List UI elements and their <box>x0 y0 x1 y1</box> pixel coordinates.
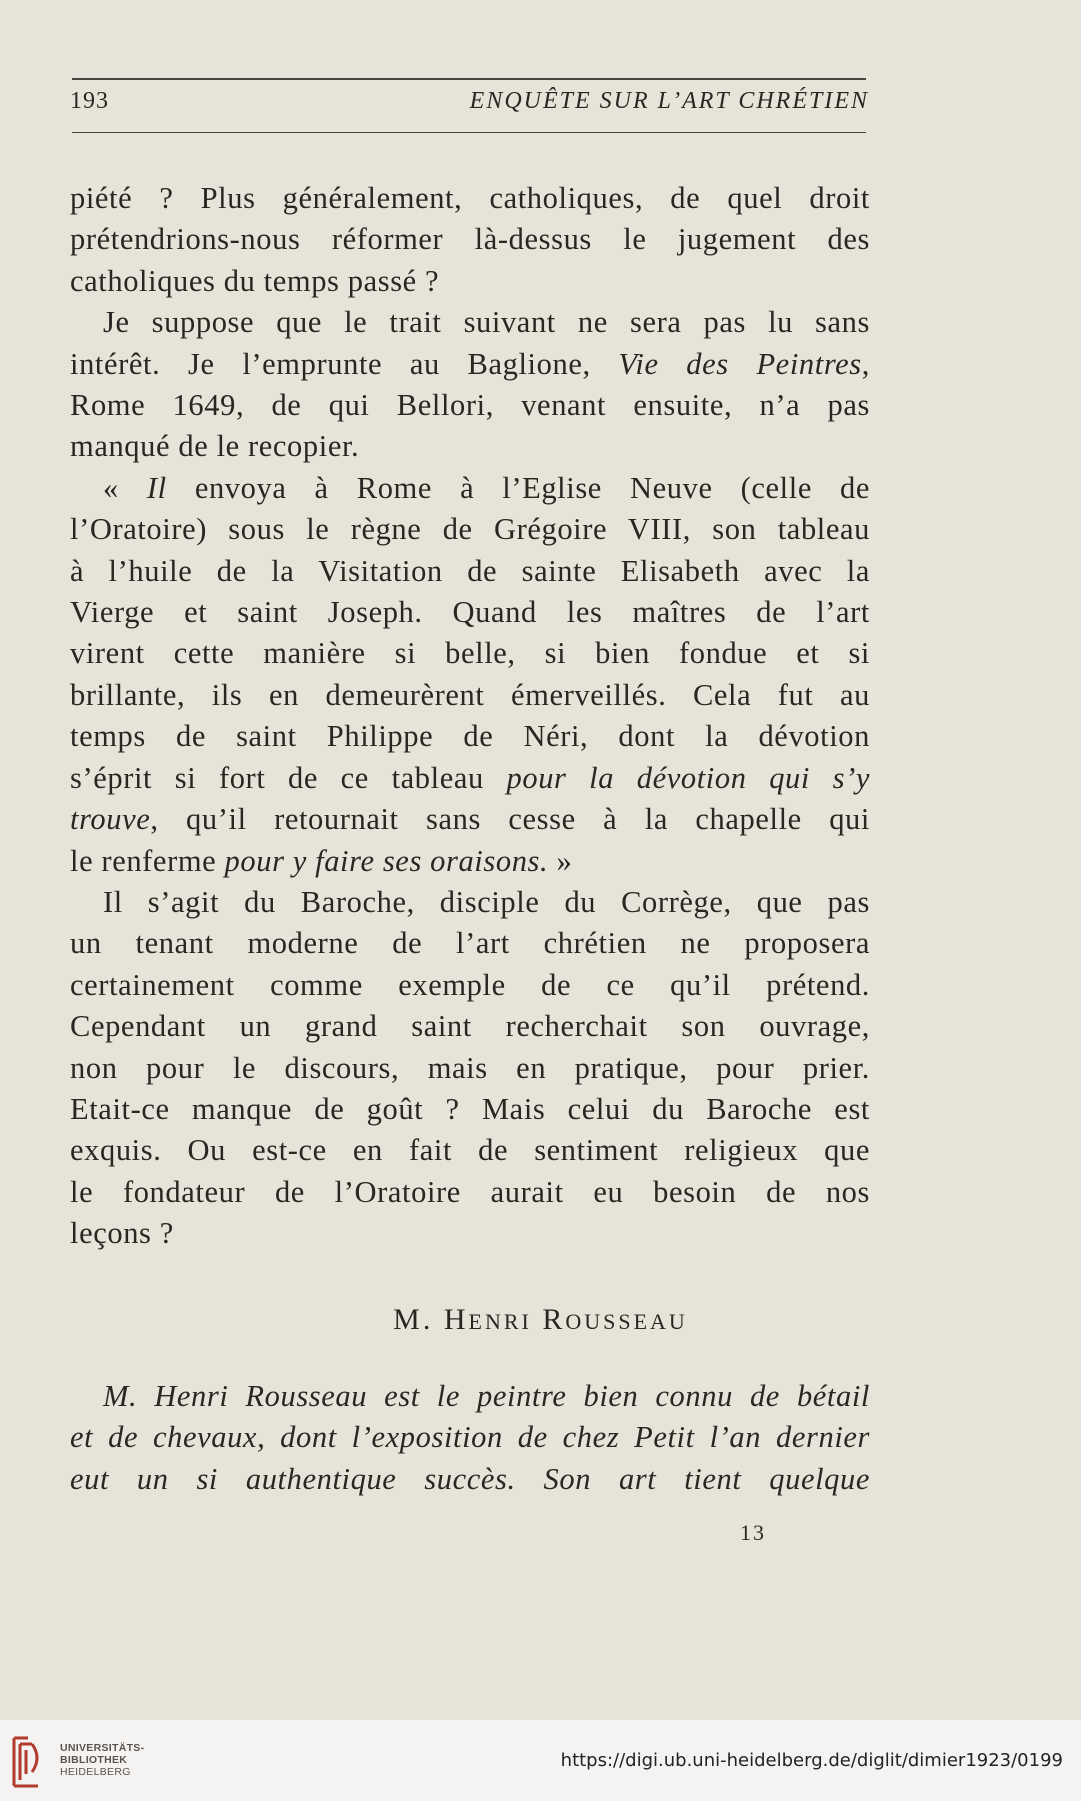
text-line: intérêt. Je l’emprunte au Baglione, Vie des Peintres, <box>70 346 870 381</box>
header-rule-bottom <box>72 132 866 133</box>
text-line: l’Oratoire) sous le règne de Grégoire VIII, son tableau <box>70 512 870 547</box>
library-logo-text: UNIVERSITÄTS- BIBLIOTHEK HEIDELBERG <box>60 1742 145 1778</box>
text-line: manqué de le recopier. <box>70 429 360 464</box>
text-line: eut un si authentique succès. Son art tient quelque <box>70 1461 870 1496</box>
text-line: exquis. Ou est-ce en fait de sentiment religieux que <box>70 1133 870 1168</box>
text-line: brillante, ils en demeurèrent émerveillés. Cela fut au <box>70 677 870 712</box>
footer-bar <box>0 1720 1081 1801</box>
text-line: catholiques du temps passé ? <box>70 263 440 298</box>
text-line: le fondateur de l’Oratoire aurait eu besoin de nos <box>70 1174 870 1209</box>
text-line: certainement comme exemple de ce qu’il prétend. <box>70 967 870 1002</box>
text-line: prétendrions-nous réformer là-dessus le jugement des <box>70 222 870 257</box>
text-line: Vierge et saint Joseph. Quand les maîtres de l’art <box>70 595 870 630</box>
italic-title: Vie des Peintres <box>618 346 862 381</box>
text-line: « Il envoya à Rome à l’Eglise Neuve (celle de <box>103 470 871 505</box>
text-line: Il s’agit du Baroche, disciple du Corrège, que pas <box>103 884 870 919</box>
text-line: non pour le discours, mais en pratique, pour prier. <box>70 1050 870 1085</box>
text-line: à l’huile de la Visitation de sainte Elisabeth avec la <box>70 553 870 588</box>
text-line: un tenant moderne de l’art chrétien ne proposera <box>70 926 870 961</box>
page-number: 193 <box>70 88 109 114</box>
text-line: virent cette manière si belle, si bien fondue et si <box>70 636 870 671</box>
library-logo-icon <box>10 1728 52 1794</box>
body-text <box>70 178 870 1255</box>
text-line: s’éprit si fort de ce tableau pour la dévotion qui s’y <box>70 760 870 795</box>
signature-mark: 13 <box>740 1520 766 1545</box>
text-line: Je suppose que le trait suivant ne sera pas lu sans <box>103 305 870 340</box>
text-line: et de chevaux, dont l’exposition de chez Petit l’an dernier <box>70 1420 870 1455</box>
text-line: M. Henri Rousseau est le peintre bien connu de bétail <box>103 1379 870 1413</box>
section-heading: M. HENRI ROUSSEAU <box>393 1303 688 1336</box>
text-line: leçons ? <box>70 1216 174 1251</box>
text-line: Rome 1649, de qui Bellori, venant ensuite, n’a pas <box>70 388 870 423</box>
source-url-link[interactable]: https://digi.ub.uni-heidelberg.de/diglit/dimier1923/0199 <box>560 1750 1063 1771</box>
text-line: le renferme pour y faire ses oraisons. » <box>70 843 573 878</box>
text-line: Etait-ce manque de goût ? Mais celui du Baroche est <box>70 1091 870 1126</box>
italic-body-text <box>70 1376 870 1500</box>
text-line: trouve, qu’il retournait sans cesse à la chapelle qui <box>70 802 870 837</box>
text-line: temps de saint Philippe de Néri, dont la dévotion <box>70 719 870 754</box>
text-line: piété ? Plus généralement, catholiques, de quel droit <box>70 181 870 215</box>
header-rule-top <box>72 78 866 80</box>
text-line: Cependant un grand saint recherchait son ouvrage, <box>70 1009 870 1044</box>
running-head: ENQUÊTE SUR L’ART CHRÉTIEN <box>469 88 869 114</box>
